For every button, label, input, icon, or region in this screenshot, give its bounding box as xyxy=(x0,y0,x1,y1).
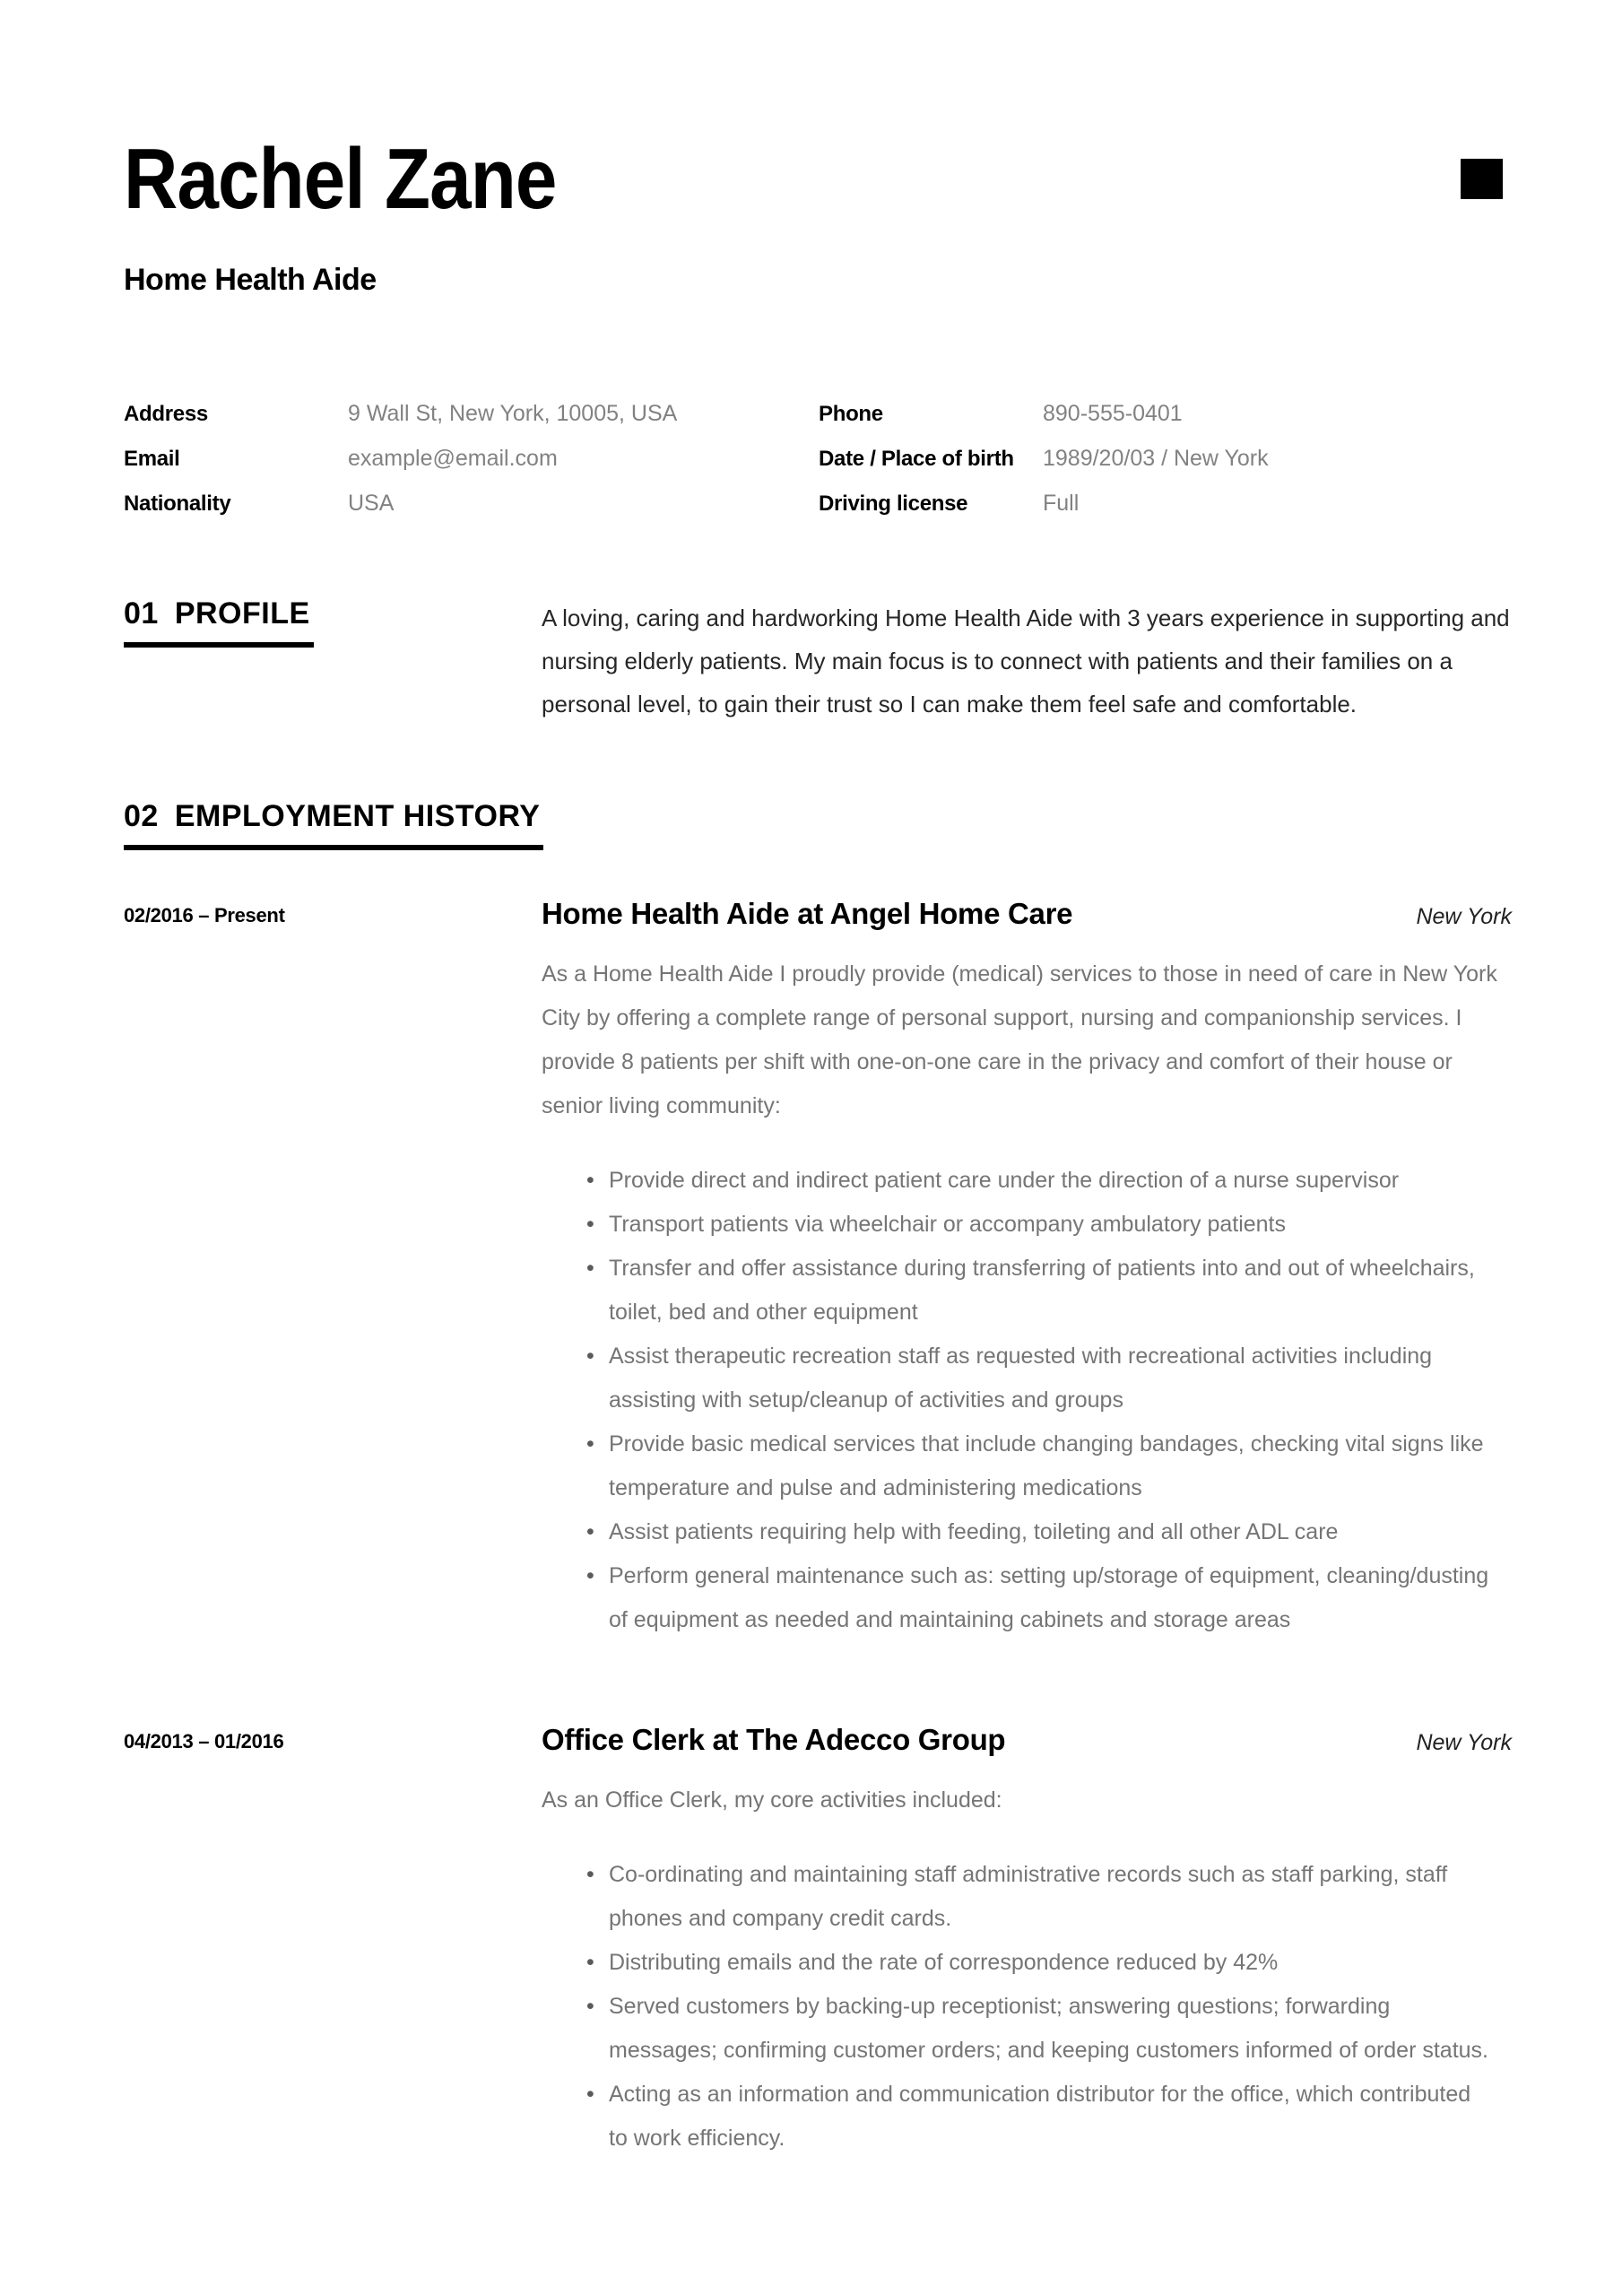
contact-value: USA xyxy=(348,490,395,516)
contact-column-right xyxy=(819,401,1512,535)
bullet-item: • Assist patients requiring help with feeding, toileting and all other ADL care xyxy=(586,1510,1492,1554)
bullet-item: • Perform general maintenance such as: setting up/storage of equipment, cleaning/dusting of equipment as needed and maintaining cabinets and storage areas xyxy=(586,1554,1492,1642)
bullet-item: • Provide direct and indirect patient care under the direction of a nurse supervisor xyxy=(586,1159,1492,1203)
contact-label: Email xyxy=(124,446,180,471)
profile-summary-text: A loving, caring and hardworking Home Health Aide with 3 years experience in supporting and nursing elderly patients. My main focus is to connect with patients and their families on a personal level, to gain their trust so I can make them feel safe and comfortable. xyxy=(542,604,1510,718)
person-name: Rachel Zane xyxy=(124,131,557,227)
contact-value: 9 Wall St, New York, 10005, USA xyxy=(348,400,678,426)
bullet-item: • Served customers by backing-up receptionist; answering questions; forwarding messages; confirming customer orders; and keeping customers informed of order status. xyxy=(586,1985,1492,2073)
job-bullet-list xyxy=(586,1853,1492,2161)
profile-heading-column xyxy=(124,596,542,726)
contact-value: 890-555-0401 xyxy=(1043,400,1183,426)
section-number: 01 xyxy=(124,596,159,631)
job-header xyxy=(542,1723,1512,1757)
bullet-item: • Provide basic medical services that include changing bandages, checking vital signs like temperature and pulse and administering medications xyxy=(586,1422,1492,1510)
employment-history-section xyxy=(124,799,1512,2161)
employment-section-heading xyxy=(124,799,543,850)
profile-section-heading xyxy=(124,596,314,648)
contact-row-phone xyxy=(819,401,1512,427)
profile-section xyxy=(124,596,1512,726)
black-square-decoration xyxy=(1461,159,1503,199)
person-job-title: Home Health Aide xyxy=(124,262,377,297)
section-number: 02 xyxy=(124,798,159,833)
contact-row-address xyxy=(124,401,819,427)
job-date-range: 04/2013 – 01/2016 xyxy=(124,1729,284,1752)
job-title: Home Health Aide at Angel Home Care xyxy=(542,896,1073,930)
bullet-item: • Transport patients via wheelchair or accompany ambulatory patients xyxy=(586,1203,1492,1247)
job-location: New York xyxy=(1416,1729,1512,1755)
contact-value: 1989/20/03 / New York xyxy=(1043,445,1269,471)
job-location: New York xyxy=(1416,903,1512,929)
contact-column-left xyxy=(124,401,819,535)
job-bullet-list xyxy=(586,1159,1492,1642)
contact-row-birth xyxy=(819,446,1512,472)
job-date-range: 02/2016 – Present xyxy=(124,903,285,926)
bullet-item: • Acting as an information and communication distributor for the office, which contributed to work efficiency. xyxy=(586,2073,1492,2161)
job-description: As an Office Clerk, my core activities included: xyxy=(542,1787,1002,1813)
job-header xyxy=(542,897,1512,931)
contact-row-license xyxy=(819,491,1512,517)
bullet-item: • Transfer and offer assistance during transferring of patients into and out of wheelchairs, toilet, bed and other equipment xyxy=(586,1247,1492,1335)
section-title: PROFILE xyxy=(174,596,310,631)
bullet-item: • Distributing emails and the rate of correspondence reduced by 42% xyxy=(586,1941,1492,1985)
job-entry-office-clerk xyxy=(124,1723,1512,2161)
contact-section xyxy=(124,401,1512,535)
contact-row-nationality xyxy=(124,491,819,517)
contact-value: Full xyxy=(1043,490,1080,516)
job-title: Office Clerk at The Adecco Group xyxy=(542,1722,1006,1756)
contact-label: Address xyxy=(124,401,208,426)
contact-label: Date / Place of birth xyxy=(819,446,1014,471)
contact-value: example@email.com xyxy=(348,445,558,471)
section-title: EMPLOYMENT HISTORY xyxy=(174,798,541,833)
contact-label: Nationality xyxy=(124,491,231,516)
bullet-item: • Co-ordinating and maintaining staff administrative records such as staff parking, staff phones and company credit cards. xyxy=(586,1853,1492,1941)
contact-label: Phone xyxy=(819,401,883,426)
job-description: As a Home Health Aide I proudly provide (medical) services to those in need of care in New York City by offering a complete range of personal support, nursing and companionship services. I provide 8 patients per shift with one-on-one care in the privacy and comfort of their house or senior living community: xyxy=(542,961,1497,1118)
bullet-item: • Assist therapeutic recreation staff as requested with recreational activities including assisting with setup/cleanup of activities and groups xyxy=(586,1335,1492,1422)
job-entry-home-health-aide xyxy=(124,897,1512,1642)
contact-label: Driving license xyxy=(819,491,968,516)
contact-row-email xyxy=(124,446,819,472)
